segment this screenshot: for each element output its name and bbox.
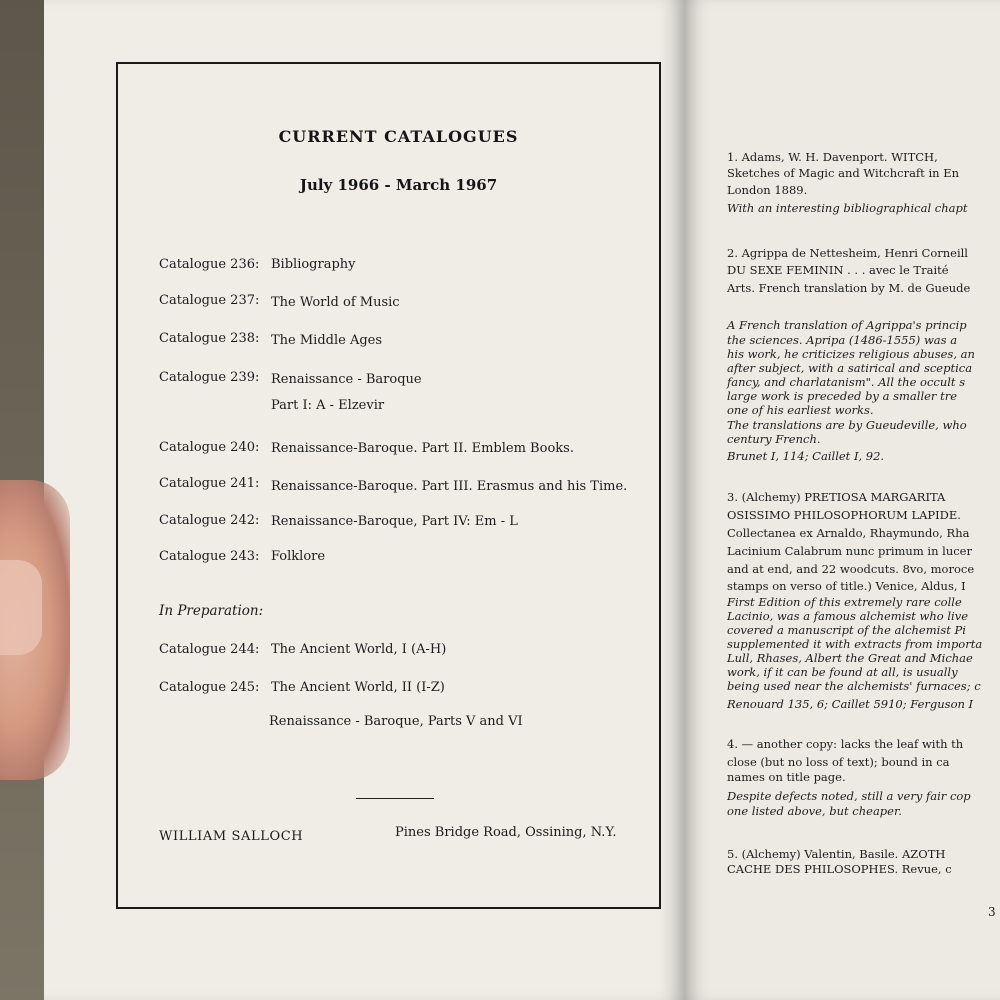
text-line: OSISSIMO PHILOSOPHORUM LAPIDE. <box>727 508 961 522</box>
catalogue-title: Bibliography <box>271 257 356 272</box>
text-line: names on title page. <box>727 770 846 784</box>
text-line: Collectanea ex Arnaldo, Rhaymundo, Rha <box>727 526 970 540</box>
page-heading: CURRENT CATALOGUES <box>278 127 519 146</box>
catalogue-subtitle: Part I: A - Elzevir <box>271 398 385 413</box>
text-line: Lull, Rhases, Albert the Great and Michae <box>727 651 973 665</box>
date-range: July 1966 - March 1967 <box>299 176 498 194</box>
catalogue-title: Folklore <box>271 549 326 564</box>
text-line: century French. <box>727 432 821 446</box>
text-line: 2. Agrippa de Nettesheim, Henri Corneill <box>727 246 968 260</box>
text-line: The translations are by Gueudeville, who <box>727 418 967 432</box>
text-line: A French translation of Agrippa's princip <box>727 318 967 332</box>
catalogue-label: Catalogue 241: <box>159 476 260 491</box>
text-line: Sketches of Magic and Witchcraft in En <box>727 166 959 180</box>
catalogue-label: Catalogue 243: <box>159 549 260 564</box>
text-line: Lacinium Calabrum nunc primum in lucer <box>727 544 972 558</box>
catalogue-label: Catalogue 239: <box>159 370 260 385</box>
text-line: With an interesting bibliographical chapt <box>727 201 968 215</box>
text-line: Brunet I, 114; Caillet I, 92. <box>727 449 885 463</box>
catalogue-label: Catalogue 244: <box>159 642 260 657</box>
catalogue-title: Renaissance-Baroque, Part IV: Em - L <box>271 514 518 529</box>
catalogue-title: Renaissance - Baroque <box>271 372 422 387</box>
text-line: large work is preceded by a smaller tre <box>727 389 957 403</box>
catalogue-label: Catalogue 237: <box>159 293 260 308</box>
catalogue-title: The Ancient World, II (I-Z) <box>271 680 445 695</box>
text-line: work, if it can be found at all, is usually <box>727 665 958 679</box>
catalogue-title: Renaissance-Baroque. Part III. Erasmus and his Time. <box>271 479 628 494</box>
text-line: being used near the alchemists' furnaces; c <box>727 679 981 693</box>
text-line: the sciences. Apripa (1486-1555) was a <box>727 333 958 347</box>
text-line: DU SEXE FEMININ . . . avec le Traité <box>727 263 949 277</box>
text-line: 3. (Alchemy) PRETIOSA MARGARITA <box>727 490 946 504</box>
text-line: Renouard 135, 6; Caillet 5910; Ferguson I <box>727 697 974 711</box>
in-preparation-heading: In Preparation: <box>159 603 264 619</box>
text-line: Despite defects noted, still a very fair cop <box>727 789 971 803</box>
text-line: 5. (Alchemy) Valentin, Basile. AZOTH <box>727 847 946 861</box>
text-line: supplemented it with extracts from importa <box>727 637 983 651</box>
catalogue-label: Catalogue 240: <box>159 440 260 455</box>
text-line: one listed above, but cheaper. <box>727 804 902 818</box>
catalogue-label: Catalogue 238: <box>159 331 260 346</box>
text-line: after subject, with a satirical and sceptica <box>727 361 973 375</box>
catalogue-title: The Middle Ages <box>271 333 383 348</box>
thumbnail-nail <box>0 560 42 655</box>
text-line: stamps on verso of title.) Venice, Aldus, I <box>727 579 966 593</box>
catalogue-title: The Ancient World, I (A-H) <box>271 642 447 657</box>
text-line: CACHE DES PHILOSOPHES. Revue, c <box>727 862 952 876</box>
publisher-name: WILLIAM SALLOCH <box>159 829 304 844</box>
text-line: First Edition of this extremely rare colle <box>727 595 962 609</box>
catalogue-label: Catalogue 242: <box>159 513 260 528</box>
catalogue-title: The World of Music <box>271 295 400 310</box>
publisher-address: Pines Bridge Road, Ossining, N.Y. <box>395 825 617 840</box>
catalogue-title: Renaissance - Baroque, Parts V and VI <box>269 714 523 729</box>
catalogue-title: Renaissance-Baroque. Part II. Emblem Books. <box>271 441 574 456</box>
text-line: 1. Adams, W. H. Davenport. WITCH, <box>727 150 938 164</box>
text-line: and at end, and 22 woodcuts. 8vo, moroce <box>727 562 975 576</box>
text-line: fancy, and charlatanism". All the occult s <box>727 375 966 389</box>
text-line: his work, he criticizes religious abuses, an <box>727 347 975 361</box>
text-line: 4. — another copy: lacks the leaf with th <box>727 737 964 751</box>
text-line: London 1889. <box>727 183 808 197</box>
text-line: one of his earliest works. <box>727 403 874 417</box>
divider-rule <box>356 798 434 799</box>
text-line: Lacinio, was a famous alchemist who live <box>727 609 969 623</box>
text-line: Arts. French translation by M. de Gueude <box>727 281 971 295</box>
catalogue-label: Catalogue 245: <box>159 680 260 695</box>
text-line: covered a manuscript of the alchemist Pi <box>727 623 966 637</box>
text-line: close (but no loss of text); bound in ca <box>727 755 950 769</box>
catalogue-label: Catalogue 236: <box>159 257 260 272</box>
page-number: 3 <box>988 905 996 919</box>
